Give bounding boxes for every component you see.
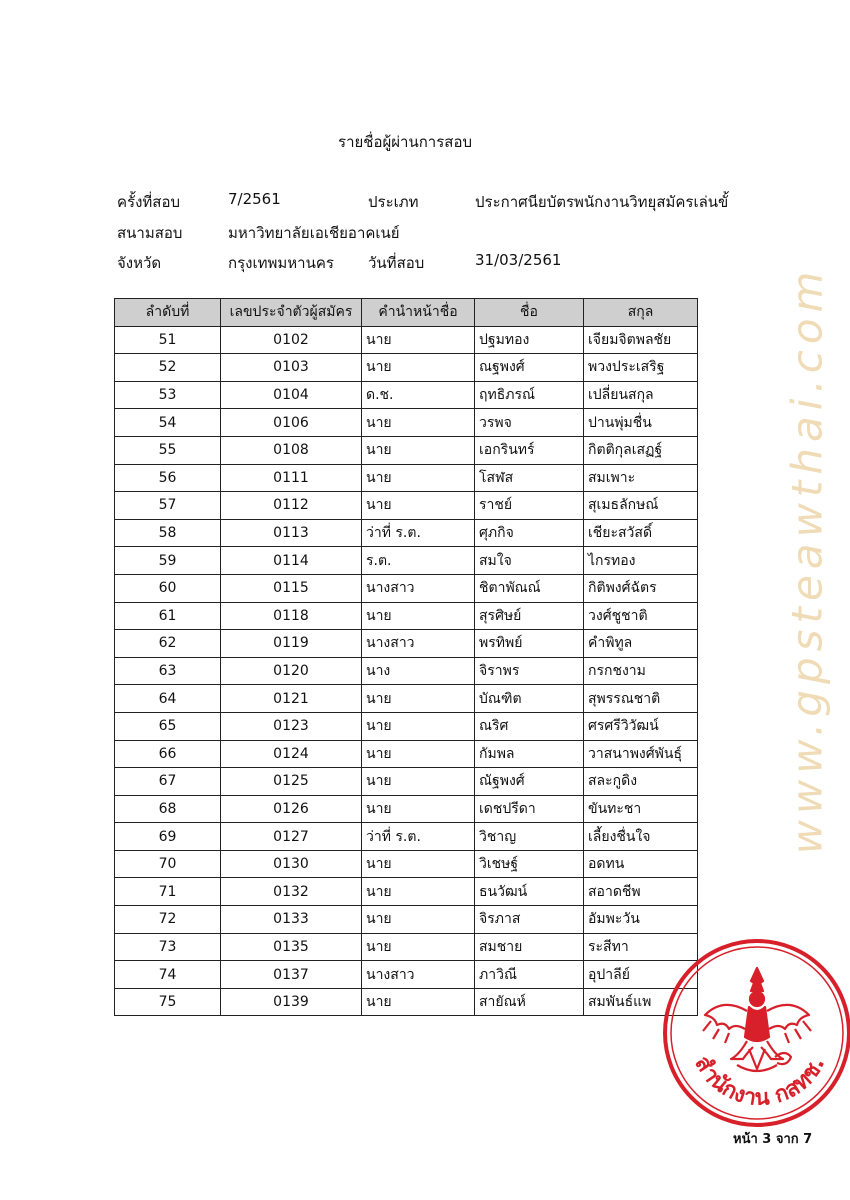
cell-applicant-id: 0127 — [221, 823, 362, 851]
cell-prefix: นาย — [362, 409, 475, 437]
table-row — [115, 906, 698, 934]
cell-first-name: ชิตาพัณณ์ — [475, 574, 584, 602]
cell-prefix: นางสาว — [362, 961, 475, 989]
province-label: จังหวัด — [117, 254, 162, 272]
cell-last-name: เจียมจิตพลชัย — [584, 326, 698, 354]
cell-last-name: สละกูดิง — [584, 768, 698, 796]
header-applicant-id: เลขประจำตัวผู้สมัคร — [221, 299, 362, 327]
cell-first-name: ศุภกิจ — [475, 519, 584, 547]
table-row — [115, 381, 698, 409]
table-body — [115, 326, 698, 1016]
cell-last-name: อดทน — [584, 850, 698, 878]
cell-last-name: ขันทะชา — [584, 795, 698, 823]
cell-first-name: ภาวิณี — [475, 961, 584, 989]
cell-prefix: นาย — [362, 354, 475, 382]
cell-order: 68 — [115, 795, 221, 823]
cell-first-name: สมชาย — [475, 933, 584, 961]
cell-last-name: กิติพงศ์ฉัตร — [584, 574, 698, 602]
cell-first-name: วิเชษฐ์ — [475, 850, 584, 878]
cell-first-name: เดชปรีดา — [475, 795, 584, 823]
cell-first-name: ณริศ — [475, 712, 584, 740]
cell-prefix: นาย — [362, 685, 475, 713]
cell-last-name: กิตติกุลเสฏฐ์ — [584, 436, 698, 464]
province-value: กรุงเทพมหานคร — [228, 254, 334, 272]
cell-applicant-id: 0108 — [221, 436, 362, 464]
cell-applicant-id: 0130 — [221, 850, 362, 878]
cell-last-name: เชียะสวัสดิ์ — [584, 519, 698, 547]
cell-applicant-id: 0119 — [221, 630, 362, 658]
cell-first-name: วิชาญ — [475, 823, 584, 851]
cell-applicant-id: 0103 — [221, 354, 362, 382]
cell-order: 52 — [115, 354, 221, 382]
cell-applicant-id: 0104 — [221, 381, 362, 409]
cell-applicant-id: 0139 — [221, 988, 362, 1016]
watermark: www.gpsteawthai.com — [782, 265, 832, 855]
cell-order: 73 — [115, 933, 221, 961]
cell-first-name: จิราพร — [475, 657, 584, 685]
cell-applicant-id: 0106 — [221, 409, 362, 437]
table-row — [115, 354, 698, 382]
cell-applicant-id: 0132 — [221, 878, 362, 906]
cell-order: 60 — [115, 574, 221, 602]
venue-label: สนามสอบ — [117, 224, 183, 242]
cell-first-name: โสฬส — [475, 464, 584, 492]
cell-last-name: เลี้ยงชื่นใจ — [584, 823, 698, 851]
cell-order: 51 — [115, 326, 221, 354]
cell-last-name: สอาดชีพ — [584, 878, 698, 906]
cell-order: 56 — [115, 464, 221, 492]
cell-prefix: นาย — [362, 712, 475, 740]
table-row — [115, 602, 698, 630]
table-row — [115, 492, 698, 520]
cell-applicant-id: 0112 — [221, 492, 362, 520]
cell-last-name: เปลี่ยนสกุล — [584, 381, 698, 409]
header-prefix: คำนำหน้าชื่อ — [362, 299, 475, 327]
table-row — [115, 740, 698, 768]
table-row — [115, 850, 698, 878]
table-row — [115, 574, 698, 602]
cell-first-name: ฤทธิภรณ์ — [475, 381, 584, 409]
cell-prefix: นาย — [362, 768, 475, 796]
cell-prefix: นาย — [362, 850, 475, 878]
cell-first-name: ราชย์ — [475, 492, 584, 520]
date-label: วันที่สอบ — [368, 254, 425, 272]
cell-order: 61 — [115, 602, 221, 630]
cell-order: 67 — [115, 768, 221, 796]
type-label: ประเภท — [368, 193, 419, 211]
cell-order: 55 — [115, 436, 221, 464]
page-number: หน้า 3 จาก 7 — [733, 1132, 813, 1147]
header-order: ลำดับที่ — [115, 299, 221, 327]
cell-applicant-id: 0120 — [221, 657, 362, 685]
cell-first-name: ณฐพงศ์ — [475, 354, 584, 382]
cell-last-name: ระสีทา — [584, 933, 698, 961]
table-row — [115, 823, 698, 851]
cell-last-name: ไกรทอง — [584, 547, 698, 575]
cell-last-name: อัมพะวัน — [584, 906, 698, 934]
seal-text: สำนักงาน กสทช. — [689, 1051, 831, 1111]
cell-applicant-id: 0133 — [221, 906, 362, 934]
cell-applicant-id: 0137 — [221, 961, 362, 989]
cell-prefix: นาย — [362, 988, 475, 1016]
table-row — [115, 878, 698, 906]
cell-first-name: วรพจ — [475, 409, 584, 437]
cell-applicant-id: 0125 — [221, 768, 362, 796]
table-row — [115, 795, 698, 823]
cell-order: 75 — [115, 988, 221, 1016]
table-row — [115, 988, 698, 1016]
cell-prefix: นาย — [362, 602, 475, 630]
date-value: 31/03/2561 — [475, 251, 562, 269]
cell-last-name: ศรศรีวิวัฒน์ — [584, 712, 698, 740]
cell-prefix: นาย — [362, 326, 475, 354]
cell-first-name: สายัณห์ — [475, 988, 584, 1016]
cell-last-name: คำพิทูล — [584, 630, 698, 658]
table-row — [115, 630, 698, 658]
cell-applicant-id: 0111 — [221, 464, 362, 492]
table-row — [115, 685, 698, 713]
cell-prefix: นาย — [362, 933, 475, 961]
table-row — [115, 547, 698, 575]
cell-order: 70 — [115, 850, 221, 878]
cell-applicant-id: 0114 — [221, 547, 362, 575]
cell-last-name: วงศ์ชูชาติ — [584, 602, 698, 630]
cell-last-name: สมพันธ์แพ — [584, 988, 698, 1016]
cell-order: 69 — [115, 823, 221, 851]
cell-last-name: อุปาลีย์ — [584, 961, 698, 989]
cell-first-name: จิรภาส — [475, 906, 584, 934]
cell-order: 62 — [115, 630, 221, 658]
cell-order: 65 — [115, 712, 221, 740]
table-row — [115, 657, 698, 685]
cell-prefix: นาย — [362, 464, 475, 492]
cell-first-name: พรทิพย์ — [475, 630, 584, 658]
cell-order: 53 — [115, 381, 221, 409]
table-row — [115, 409, 698, 437]
cell-applicant-id: 0121 — [221, 685, 362, 713]
table-row — [115, 519, 698, 547]
cell-order: 63 — [115, 657, 221, 685]
page-title: รายชื่อผู้ผ่านการสอบ — [338, 133, 472, 151]
cell-prefix: นาย — [362, 436, 475, 464]
cell-applicant-id: 0123 — [221, 712, 362, 740]
table-row — [115, 961, 698, 989]
round-label: ครั้งที่สอบ — [117, 193, 180, 211]
cell-prefix: นางสาว — [362, 574, 475, 602]
cell-last-name: พวงประเสริฐ — [584, 354, 698, 382]
cell-first-name: สุรศิษย์ — [475, 602, 584, 630]
cell-first-name: สมใจ — [475, 547, 584, 575]
cell-prefix: นาง — [362, 657, 475, 685]
results-table — [114, 298, 698, 1016]
cell-applicant-id: 0124 — [221, 740, 362, 768]
cell-prefix: นาย — [362, 795, 475, 823]
garuda-emblem-icon — [703, 968, 811, 1071]
table-row — [115, 436, 698, 464]
type-value: ประกาศนียบัตรพนักงานวิทยุสมัครเล่นขั้ — [475, 193, 729, 211]
cell-prefix: นางสาว — [362, 630, 475, 658]
cell-last-name: กรกชงาม — [584, 657, 698, 685]
round-value: 7/2561 — [228, 190, 281, 208]
venue-value: มหาวิทยาลัยเอเชียอาคเนย์ — [228, 224, 400, 242]
header-first-name: ชื่อ — [475, 299, 584, 327]
cell-prefix: ว่าที่ ร.ต. — [362, 519, 475, 547]
cell-first-name: ณัฐพงศ์ — [475, 768, 584, 796]
cell-applicant-id: 0102 — [221, 326, 362, 354]
cell-prefix: นาย — [362, 906, 475, 934]
cell-first-name: กัมพล — [475, 740, 584, 768]
cell-prefix: ว่าที่ ร.ต. — [362, 823, 475, 851]
table-row — [115, 712, 698, 740]
cell-last-name: วาสนาพงศ์พันธุ์ — [584, 740, 698, 768]
cell-order: 66 — [115, 740, 221, 768]
cell-last-name: สุเมธลักษณ์ — [584, 492, 698, 520]
cell-order: 58 — [115, 519, 221, 547]
cell-last-name: สุพรรณชาติ — [584, 685, 698, 713]
table-row — [115, 768, 698, 796]
cell-first-name: ธนวัฒน์ — [475, 878, 584, 906]
header-last-name: สกุล — [584, 299, 698, 327]
cell-first-name: เอกรินทร์ — [475, 436, 584, 464]
cell-applicant-id: 0126 — [221, 795, 362, 823]
cell-order: 59 — [115, 547, 221, 575]
table-row — [115, 326, 698, 354]
cell-order: 72 — [115, 906, 221, 934]
cell-order: 74 — [115, 961, 221, 989]
cell-first-name: บัณฑิต — [475, 685, 584, 713]
table-row — [115, 933, 698, 961]
cell-prefix: ด.ช. — [362, 381, 475, 409]
cell-order: 54 — [115, 409, 221, 437]
cell-prefix: นาย — [362, 740, 475, 768]
office-seal — [657, 933, 850, 1133]
cell-order: 64 — [115, 685, 221, 713]
cell-applicant-id: 0118 — [221, 602, 362, 630]
cell-prefix: นาย — [362, 878, 475, 906]
cell-prefix: นาย — [362, 492, 475, 520]
cell-prefix: ร.ต. — [362, 547, 475, 575]
cell-applicant-id: 0115 — [221, 574, 362, 602]
cell-last-name: ปานพุ่มชื่น — [584, 409, 698, 437]
cell-first-name: ปฐมทอง — [475, 326, 584, 354]
cell-order: 71 — [115, 878, 221, 906]
cell-applicant-id: 0113 — [221, 519, 362, 547]
table-row — [115, 464, 698, 492]
cell-order: 57 — [115, 492, 221, 520]
table-header-row — [115, 299, 698, 327]
cell-applicant-id: 0135 — [221, 933, 362, 961]
cell-last-name: สมเพาะ — [584, 464, 698, 492]
